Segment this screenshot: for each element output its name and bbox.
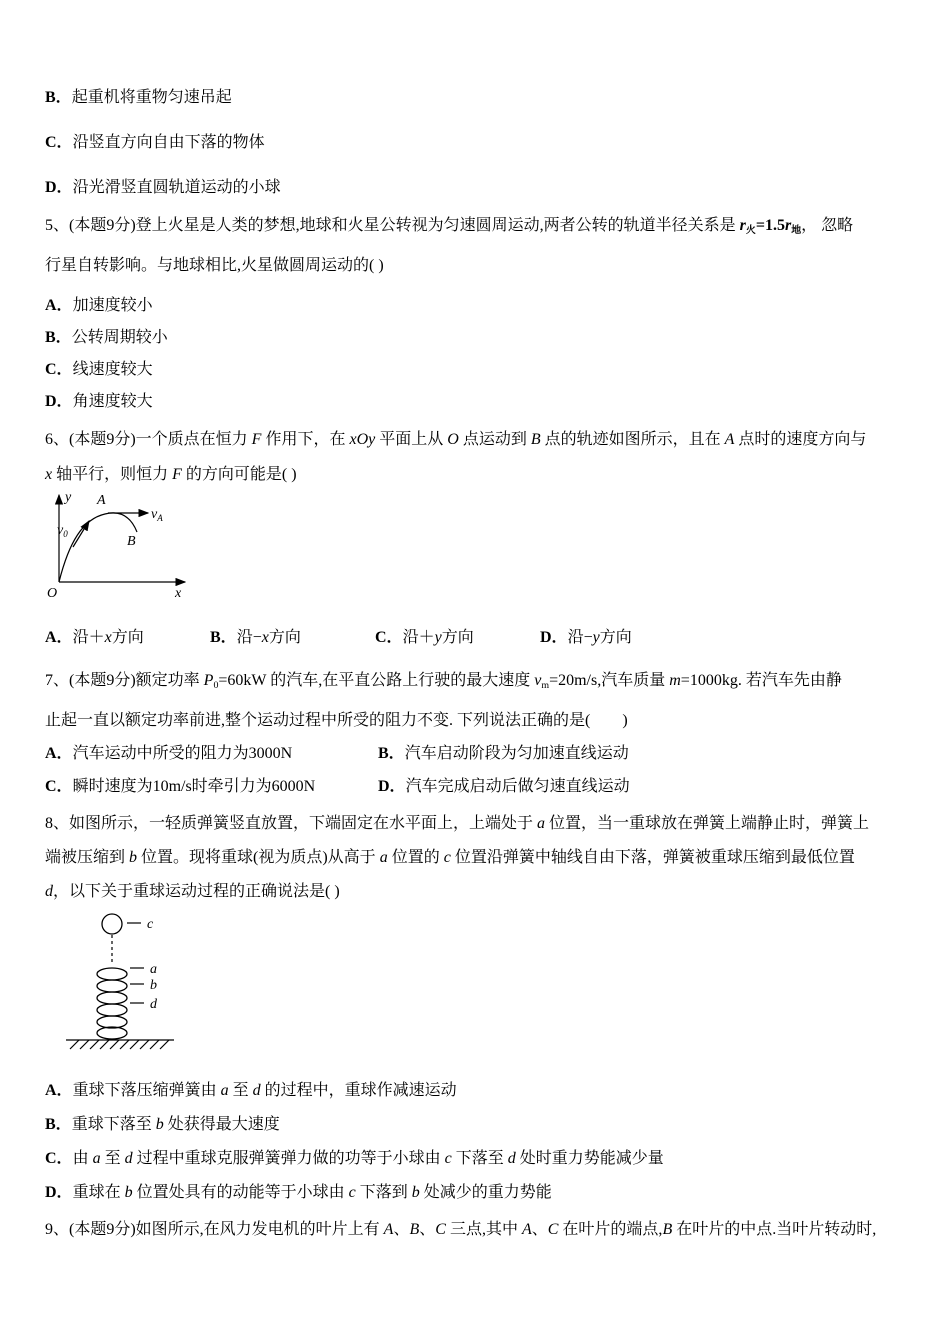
- text-run: C．: [45, 1149, 73, 1167]
- text-run: c: [443, 848, 451, 866]
- question-7-options-row-1: [45, 742, 910, 766]
- question-6-stem-line-1: [45, 428, 910, 452]
- text-run: B．: [378, 744, 405, 762]
- text-run: d: [507, 1149, 516, 1167]
- text-run: 方向: [268, 628, 301, 646]
- text-run: P: [203, 671, 214, 689]
- text-run: 0: [213, 679, 219, 691]
- text-run: y: [434, 628, 442, 646]
- text-run: x: [261, 628, 269, 646]
- text-run: 点运动到: [458, 430, 531, 448]
- text-run: C．: [375, 628, 403, 646]
- text-run: D．: [378, 777, 406, 795]
- text-run: 方向: [441, 628, 474, 646]
- text-run: 行星自转影响。与地球相比,火星做圆周运动的( ): [45, 256, 384, 274]
- text-run: 位置处具有的动能等于小球由: [132, 1183, 349, 1201]
- text-run: A: [521, 1220, 532, 1238]
- text-run: A: [724, 430, 735, 448]
- question-9-stem-line-1: [45, 1218, 910, 1242]
- text-run: 位置沿弹簧中轴线自由下落，弹簧被重球压缩到最低位置: [450, 848, 855, 866]
- v0-arrow: [73, 521, 89, 547]
- text-run: b: [129, 848, 138, 866]
- text-run: 位置，当一重球放在弹簧上端静止时，弹簧上: [545, 814, 870, 832]
- text-run: 下落到: [355, 1183, 412, 1201]
- text-run: =1.5: [755, 217, 785, 234]
- text-run: 沿光滑竖直圆轨道运动的小球: [72, 179, 281, 196]
- text-run: A．: [45, 296, 73, 314]
- origin-label: O: [47, 585, 58, 601]
- text-run: 沿−: [567, 628, 593, 646]
- text-run: B．: [45, 1115, 72, 1133]
- question-7-options-row-2: [45, 775, 910, 799]
- text-run: 平面上从: [375, 430, 448, 448]
- question-6-figure: [45, 487, 910, 614]
- text-run: v: [534, 671, 542, 689]
- text-run: 汽车启动阶段为匀加速直线运动: [404, 744, 629, 762]
- question-5-stem-line-1: [45, 214, 910, 243]
- text-run: 7、(本题9分)额定功率: [45, 671, 204, 689]
- text-run: m: [669, 671, 681, 689]
- text-run: 轴平行，则恒力: [52, 465, 173, 483]
- text-run: 加速度较小: [72, 296, 153, 314]
- text-run: 方向: [599, 628, 632, 646]
- question-6-option-c: [375, 626, 540, 650]
- question-8-option-d: [45, 1181, 910, 1205]
- text-run: C: [547, 1220, 559, 1238]
- text-run: 沿竖直方向自由下落的物体: [72, 134, 265, 151]
- question-5-option-d: [45, 390, 910, 414]
- text-run: a: [220, 1081, 229, 1099]
- question-7-option-b: [378, 742, 629, 766]
- text-run: 重球在: [72, 1183, 125, 1201]
- question-4-option-c: [45, 131, 910, 155]
- text-run: c: [444, 1149, 452, 1167]
- text-run: y: [592, 628, 600, 646]
- text-run: D．: [45, 392, 73, 410]
- spring-ball-diagram: [60, 906, 195, 1058]
- question-8-figure: [60, 906, 910, 1063]
- text-run: d: [45, 882, 53, 900]
- text-run: B: [662, 1220, 673, 1238]
- text-run: b: [124, 1183, 133, 1201]
- text-run: 、: [531, 1220, 548, 1238]
- text-run: C．: [45, 777, 73, 795]
- text-run: 处获得最大速度: [163, 1115, 280, 1133]
- trajectory-curve: [59, 513, 137, 582]
- text-run: 点时的速度方向与: [734, 430, 867, 448]
- text-run: A．: [45, 744, 73, 762]
- question-8-stem-line-3: [45, 880, 910, 904]
- text-run: 处时重力势能减少量: [515, 1149, 664, 1167]
- text-run: B．: [210, 628, 237, 646]
- text-run: x: [104, 628, 112, 646]
- question-7-option-a: [45, 742, 378, 766]
- text-run: 6、(本题9分)一个质点在恒力: [45, 430, 252, 448]
- text-run: 沿−: [236, 628, 262, 646]
- text-run: 至: [228, 1081, 253, 1099]
- text-run: 沿＋: [402, 628, 435, 646]
- question-7-stem-line-1: [45, 669, 910, 698]
- text-run: b: [411, 1183, 420, 1201]
- d-label: d: [150, 996, 157, 1012]
- text-run: d: [252, 1081, 261, 1099]
- text-run: 方向: [111, 628, 144, 646]
- trajectory-diagram: [45, 487, 195, 609]
- text-run: 5、(本题9分)登上火星是人类的梦想,地球和火星公转视为匀速圆周运动,两者公转的轨道半径关系是: [45, 217, 740, 234]
- text-run: 作用下，在: [261, 430, 350, 448]
- x-axis-label: x: [175, 585, 182, 601]
- text-run: 至: [100, 1149, 125, 1167]
- text-run: 位置的: [387, 848, 444, 866]
- question-8-option-c: [45, 1147, 910, 1171]
- text-run: C: [435, 1220, 446, 1238]
- question-5-option-b: [45, 326, 910, 350]
- text-run: A．: [45, 628, 73, 646]
- question-6-option-d: [540, 626, 632, 650]
- text-run: F: [251, 430, 262, 448]
- text-run: 在叶片的端点,: [558, 1220, 663, 1238]
- question-4-option-b: [45, 86, 910, 110]
- text-run: D．: [45, 1183, 73, 1201]
- text-run: x: [45, 465, 53, 483]
- c-label: c: [147, 916, 154, 932]
- text-run: 的过程中，重球作减速运动: [260, 1081, 457, 1099]
- question-6-option-a: [45, 626, 210, 650]
- text-run: 角速度较大: [72, 392, 153, 410]
- text-run: 重球下落至: [71, 1115, 156, 1133]
- question-6-option-b: [210, 626, 375, 650]
- text-run: =1000kg. 若汽车先由静: [680, 671, 842, 689]
- text-run: B．: [45, 89, 72, 106]
- text-run: b: [155, 1115, 164, 1133]
- text-run: xOy: [349, 430, 376, 448]
- text-run: 9、(本题9分)如图所示,在风力发电机的叶片上有: [45, 1220, 384, 1238]
- text-run: B．: [45, 328, 72, 346]
- question-5-stem-line-2: [45, 254, 910, 278]
- text-run: 止起一直以额定功率前进,整个运动过程中所受的阻力不变. 下列说法正确的是( ): [45, 711, 628, 729]
- text-run: 位置。现将重球(视为质点)从高于: [137, 848, 380, 866]
- text-run: d: [124, 1149, 133, 1167]
- question-8-option-b: [45, 1113, 910, 1137]
- text-run: 8、如图所示，一轻质弹簧竖直放置，下端固定在水平面上，上端处于: [45, 814, 538, 832]
- text-run: 处减少的重力势能: [419, 1183, 552, 1201]
- question-5-option-a: [45, 294, 910, 318]
- text-run: B: [409, 1220, 420, 1238]
- b-label: b: [150, 977, 157, 993]
- point-b-label: B: [127, 533, 136, 549]
- question-4-option-d: [45, 176, 910, 200]
- y-axis-label: y: [65, 489, 72, 505]
- text-run: 地: [791, 224, 802, 236]
- text-run: 的方向可能是( ): [181, 465, 297, 483]
- question-6-options-row: [45, 626, 910, 650]
- question-7-option-d: [378, 775, 630, 799]
- text-run: m: [541, 679, 550, 691]
- text-run: a: [92, 1149, 101, 1167]
- text-run: 火: [745, 224, 756, 236]
- text-run: 三点,其中: [445, 1220, 522, 1238]
- text-run: r: [784, 217, 792, 234]
- text-run: 瞬时速度为10m/s时牵引力为6000N: [72, 777, 316, 795]
- text-run: 重球下落压缩弹簧由: [72, 1081, 221, 1099]
- ball: [102, 914, 122, 934]
- text-run: 过程中重球克服弹簧弹力做的功等于小球由: [132, 1149, 445, 1167]
- question-7-option-c: [45, 775, 378, 799]
- text-run: 沿＋: [72, 628, 105, 646]
- text-run: =60kW 的汽车,在平直公路上行驶的最大速度: [218, 671, 535, 689]
- text-run: F: [172, 465, 182, 483]
- v0-label: $v_0$: [57, 522, 68, 539]
- question-8-option-a: [45, 1079, 910, 1103]
- question-5-option-c: [45, 358, 910, 382]
- text-run: 在叶片的中点.当叶片转动时,: [672, 1220, 877, 1238]
- text-run: 汽车完成启动后做匀速直线运动: [405, 777, 630, 795]
- text-run: 、: [419, 1220, 436, 1238]
- text-run: O: [447, 430, 459, 448]
- text-run: 点的轨迹如图所示，且在: [540, 430, 725, 448]
- question-8-stem-line-1: [45, 812, 910, 836]
- text-run: 线速度较大: [72, 360, 153, 378]
- text-run: 端被压缩到: [45, 848, 130, 866]
- text-run: 由: [72, 1149, 93, 1167]
- ground: [66, 1040, 174, 1049]
- text-run: C．: [45, 360, 73, 378]
- text-run: c: [348, 1183, 356, 1201]
- text-run: 公转周期较小: [71, 328, 168, 346]
- text-run: ， 忽略: [801, 217, 854, 234]
- text-run: C．: [45, 134, 73, 151]
- question-8-stem-line-2: [45, 846, 910, 870]
- text-run: D．: [45, 179, 73, 196]
- text-run: 起重机将重物匀速吊起: [71, 89, 232, 106]
- text-run: r: [739, 217, 746, 234]
- point-a-label: A: [97, 492, 106, 508]
- text-run: 下落至: [451, 1149, 508, 1167]
- text-run: D．: [540, 628, 568, 646]
- va-label: $v_A$: [151, 506, 163, 523]
- text-run: 汽车运动中所受的阻力为3000N: [72, 744, 293, 762]
- text-run: B: [530, 430, 541, 448]
- text-run: a: [379, 848, 388, 866]
- text-run: =20m/s,汽车质量: [549, 671, 670, 689]
- text-run: a: [537, 814, 546, 832]
- a-label: a: [150, 961, 157, 977]
- spring-coil: [97, 968, 127, 1039]
- text-run: 、: [393, 1220, 410, 1238]
- question-6-stem-line-2: [45, 463, 910, 487]
- text-run: A．: [45, 1081, 73, 1099]
- question-7-stem-line-2: [45, 709, 910, 733]
- text-run: A: [383, 1220, 394, 1238]
- text-run: ，以下关于重球运动过程的正确说法是( ): [53, 882, 340, 900]
